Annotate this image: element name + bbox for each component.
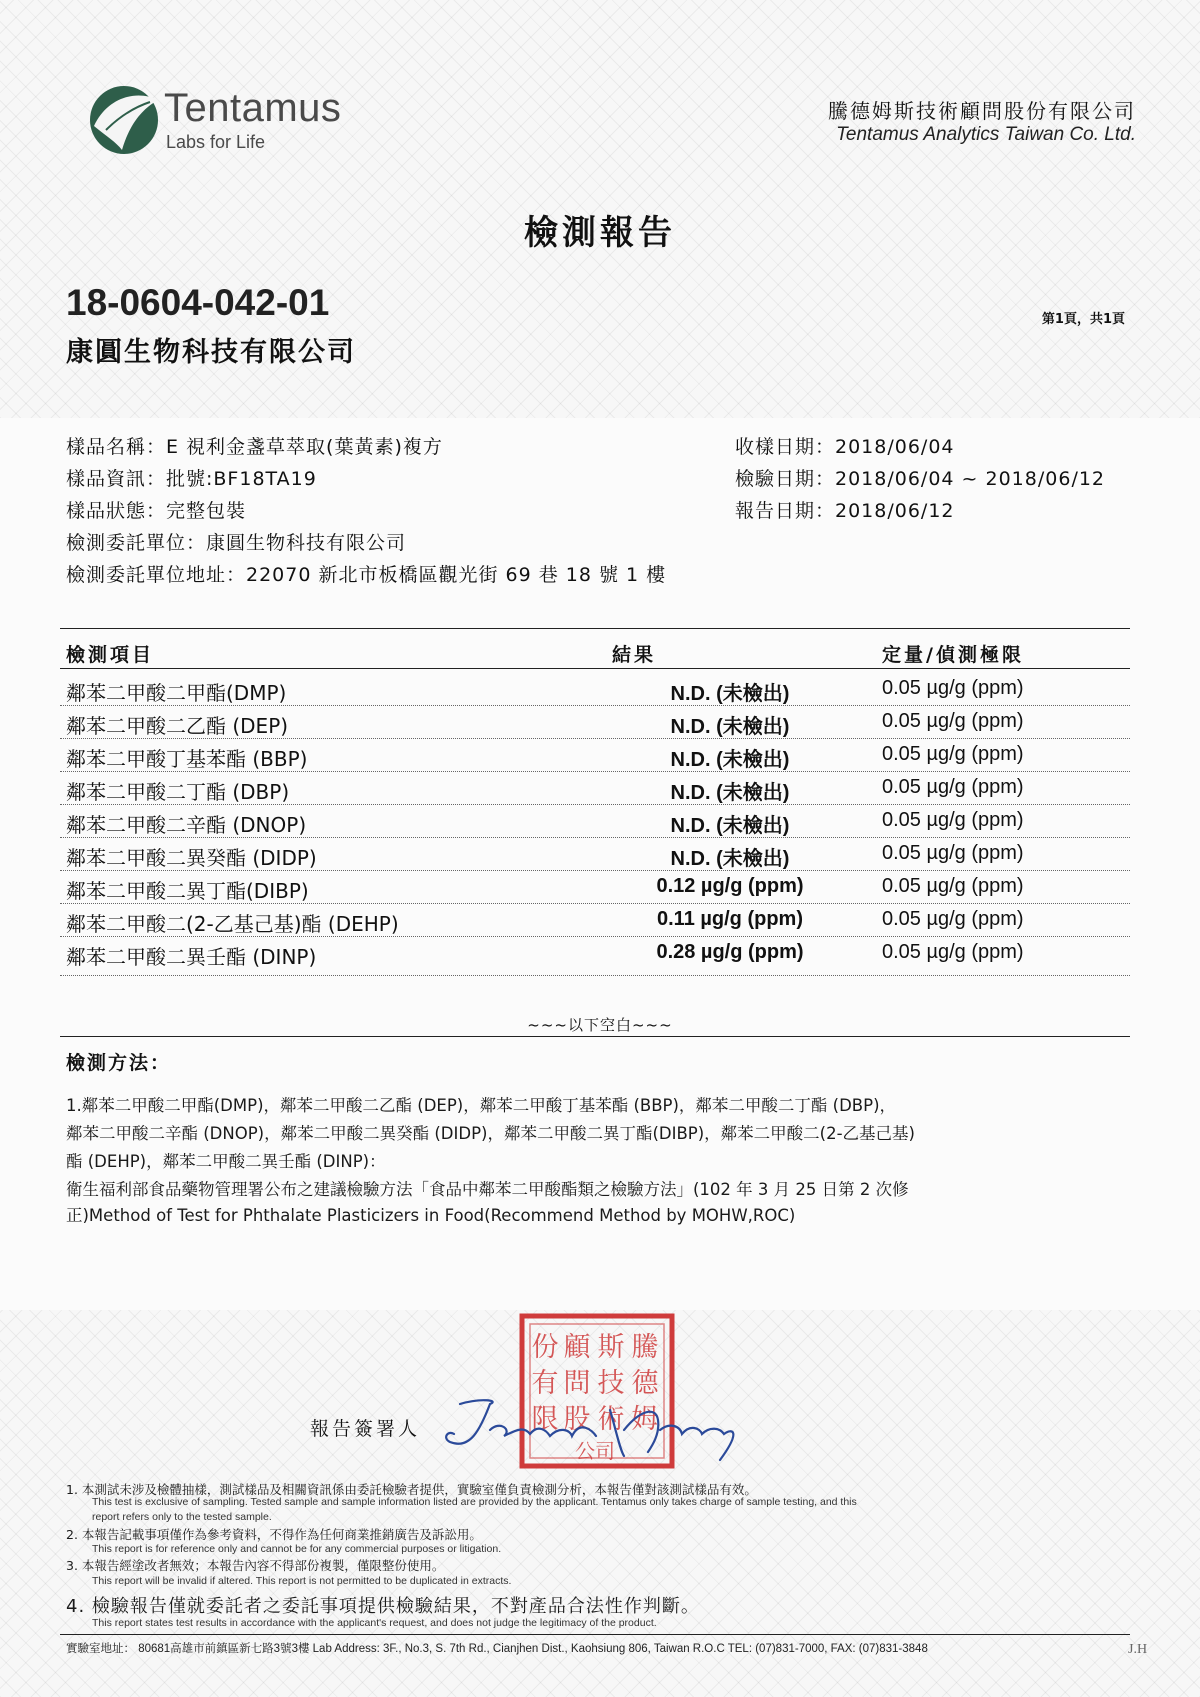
svg-text:德: 德: [631, 1368, 659, 1399]
svg-text:顧: 顧: [563, 1332, 591, 1363]
client-unit: 檢測委託單位：康圓生物科技有限公司: [66, 532, 407, 554]
table-row: [60, 837, 1130, 870]
client-name: 康圓生物科技有限公司: [66, 337, 356, 368]
handwritten-signature: [420, 1390, 760, 1470]
row-result: N.D. (未檢出): [670, 815, 790, 837]
svg-text:術: 術: [597, 1404, 625, 1435]
table-bottom-rule: [60, 975, 1130, 976]
svg-text:限: 限: [531, 1404, 559, 1435]
table-row: [60, 705, 1130, 738]
table-row: [60, 672, 1130, 705]
row-result: 0.12 µg/g (ppm): [656, 875, 804, 897]
report-number: 18-0604-042-01: [66, 282, 330, 323]
row-item: 鄰苯二甲酸二丁酯 (DBP): [66, 780, 290, 804]
footnote-1-en-cont: report refers only to the tested sample.: [92, 1511, 272, 1523]
footer-rule: [60, 1634, 1130, 1635]
row-result: N.D. (未檢出): [670, 749, 790, 771]
table-header-rule: [60, 668, 1130, 669]
method-line: 鄰苯二甲酸二辛酯 (DNOP)，鄰苯二甲酸二異癸酯 (DIDP)，鄰苯二甲酸二異丁酯(DIBP)，鄰苯二甲酸二(2-乙基己基): [66, 1124, 915, 1143]
table-row: [60, 936, 1130, 969]
sample-info: 樣品資訊：批號:BF18TA19: [66, 468, 317, 490]
svg-text:有: 有: [531, 1368, 559, 1399]
method-heading: 檢測方法：: [66, 1052, 172, 1074]
header-test-item: 檢測項目: [66, 644, 155, 666]
svg-text:公司: 公司: [575, 1439, 615, 1463]
signer-label: 報告簽署人: [310, 1418, 421, 1440]
footnote-3-zh: 3. 本報告經塗改者無效；本報告內容不得部份複製，僅限整份使用。: [66, 1558, 445, 1573]
row-result: N.D. (未檢出): [670, 716, 790, 738]
svg-text:問: 問: [563, 1368, 591, 1399]
lab-address: 實驗室地址： 80681高雄市前鎮區新七路3號3樓 Lab Address: 3F., No.3, S. 7th Rd., Cianjhen Dist., Kaohsiung 806, Taiwan R.O.C TEL: (07)831-7000, FAX: (07)831-3848: [66, 1643, 928, 1655]
footnote-1-zh: 1. 本測試未涉及檢體抽樣，測試樣品及相關資訊係由委託檢驗者提供，實驗室僅負責檢測分析，本報告僅對該測試樣品有效。: [66, 1482, 757, 1497]
footnote-4-zh: 4. 檢驗報告僅就委託者之委託事項提供檢驗結果，不對產品合法性作判斷。: [66, 1596, 700, 1617]
svg-text:姆: 姆: [631, 1404, 659, 1435]
footnote-2-zh: 2. 本報告記載事項僅作為參考資料，不得作為任何商業推銷廣告及訴訟用。: [66, 1527, 482, 1542]
row-item: 鄰苯二甲酸二異壬酯 (DINP): [66, 945, 317, 969]
row-limit: 0.05 µg/g (ppm): [882, 809, 1024, 831]
svg-text:份: 份: [531, 1332, 559, 1363]
table-row: [60, 738, 1130, 771]
row-result: 0.28 µg/g (ppm): [656, 941, 804, 963]
table-row: [60, 804, 1130, 837]
page-info: 第1頁，共1頁: [1041, 312, 1125, 327]
footnote-2-en: This report is for reference only and cannot be for any commercial purposes or litigation.: [92, 1543, 502, 1555]
svg-text:技: 技: [597, 1368, 625, 1399]
footnote-1-en: This test is exclusive of sampling. Tested sample and sample information listed are provided by the applicant. Tentamus only takes charge of sample testing, and this: [92, 1496, 857, 1508]
row-result: N.D. (未檢出): [670, 683, 790, 705]
blank-below-note: ~~~以下空白~~~: [527, 1016, 673, 1034]
row-item: 鄰苯二甲酸二甲酯(DMP): [66, 681, 287, 705]
client-address: 檢測委託單位地址：22070 新北市板橋區觀光街 69 巷 18 號 1 樓: [66, 564, 667, 586]
row-item: 鄰苯二甲酸二(2-乙基己基)酯 (DEHP): [66, 912, 399, 936]
method-line: 1.鄰苯二甲酸二甲酯(DMP)，鄰苯二甲酸二乙酯 (DEP)，鄰苯二甲酸丁基苯酯 (BBP)，鄰苯二甲酸二丁酯 (DBP)，: [66, 1096, 897, 1115]
method-line: 正)Method of Test for Phthalate Plasticizers in Food(Recommend Method by MOHW,ROC): [66, 1206, 796, 1225]
row-item: 鄰苯二甲酸二異癸酯 (DIDP): [66, 846, 317, 870]
sample-name: 樣品名稱：E 視利金盞草萃取(葉黃素)複方: [66, 436, 443, 458]
footnote-3-en: This report will be invalid if altered. This report is not permitted to be duplicated in extracts.: [92, 1575, 512, 1587]
logo-tagline: Labs for Life: [166, 132, 266, 152]
row-item: 鄰苯二甲酸丁基苯酯 (BBP): [66, 747, 308, 771]
row-limit: 0.05 µg/g (ppm): [882, 710, 1024, 732]
company-name-zh: 騰德姆斯技術顧問股份有限公司: [828, 99, 1136, 123]
received-date: 收樣日期：2018/06/04: [735, 436, 955, 458]
table-row: [60, 870, 1130, 903]
page-initials-mark: J.H: [1128, 1642, 1148, 1657]
svg-text:騰: 騰: [631, 1332, 659, 1363]
section-rule: [60, 1036, 1130, 1037]
row-limit: 0.05 µg/g (ppm): [882, 776, 1024, 798]
row-result: N.D. (未檢出): [670, 848, 790, 870]
row-limit: 0.05 µg/g (ppm): [882, 842, 1024, 864]
row-limit: 0.05 µg/g (ppm): [882, 743, 1024, 765]
tentamus-logo: [86, 78, 386, 168]
table-row: [60, 771, 1130, 804]
sample-state: 樣品狀態：完整包裝: [66, 500, 247, 522]
table-top-rule: [60, 628, 1130, 629]
svg-text:斯: 斯: [597, 1332, 625, 1363]
row-item: 鄰苯二甲酸二辛酯 (DNOP): [66, 813, 307, 837]
logo-brand: Tentamus: [164, 86, 342, 130]
leaf-logo-icon: [86, 78, 164, 158]
row-item: 鄰苯二甲酸二異丁酯(DIBP): [66, 879, 309, 903]
test-date: 檢驗日期：2018/06/04 ~ 2018/06/12: [735, 468, 1106, 490]
row-limit: 0.05 µg/g (ppm): [882, 875, 1024, 897]
method-line: 酯 (DEHP)，鄰苯二甲酸二異壬酯 (DINP)：: [66, 1152, 386, 1171]
row-result: 0.11 µg/g (ppm): [657, 908, 803, 930]
svg-text:股: 股: [563, 1404, 591, 1435]
method-line: 衛生福利部食品藥物管理署公布之建議檢驗方法「食品中鄰苯二甲酸酯類之檢驗方法」(102 年 3 月 25 日第 2 次修: [66, 1180, 909, 1199]
report-title: 檢測報告: [524, 213, 676, 253]
row-limit: 0.05 µg/g (ppm): [882, 941, 1024, 963]
footnote-4-en: This report states test results in accordance with the applicant's request, and does not judge the legitimacy of the product.: [92, 1617, 657, 1629]
row-limit: 0.05 µg/g (ppm): [882, 677, 1024, 699]
company-name-en: Tentamus Analytics Taiwan Co. Ltd.: [836, 124, 1136, 145]
row-item: 鄰苯二甲酸二乙酯 (DEP): [66, 714, 289, 738]
table-row: [60, 903, 1130, 936]
row-limit: 0.05 µg/g (ppm): [882, 908, 1024, 930]
header-result: 結果: [612, 644, 657, 666]
header-limit: 定量/偵測極限: [882, 644, 1024, 666]
report-date: 報告日期：2018/06/12: [735, 500, 955, 522]
row-result: N.D. (未檢出): [670, 782, 790, 804]
